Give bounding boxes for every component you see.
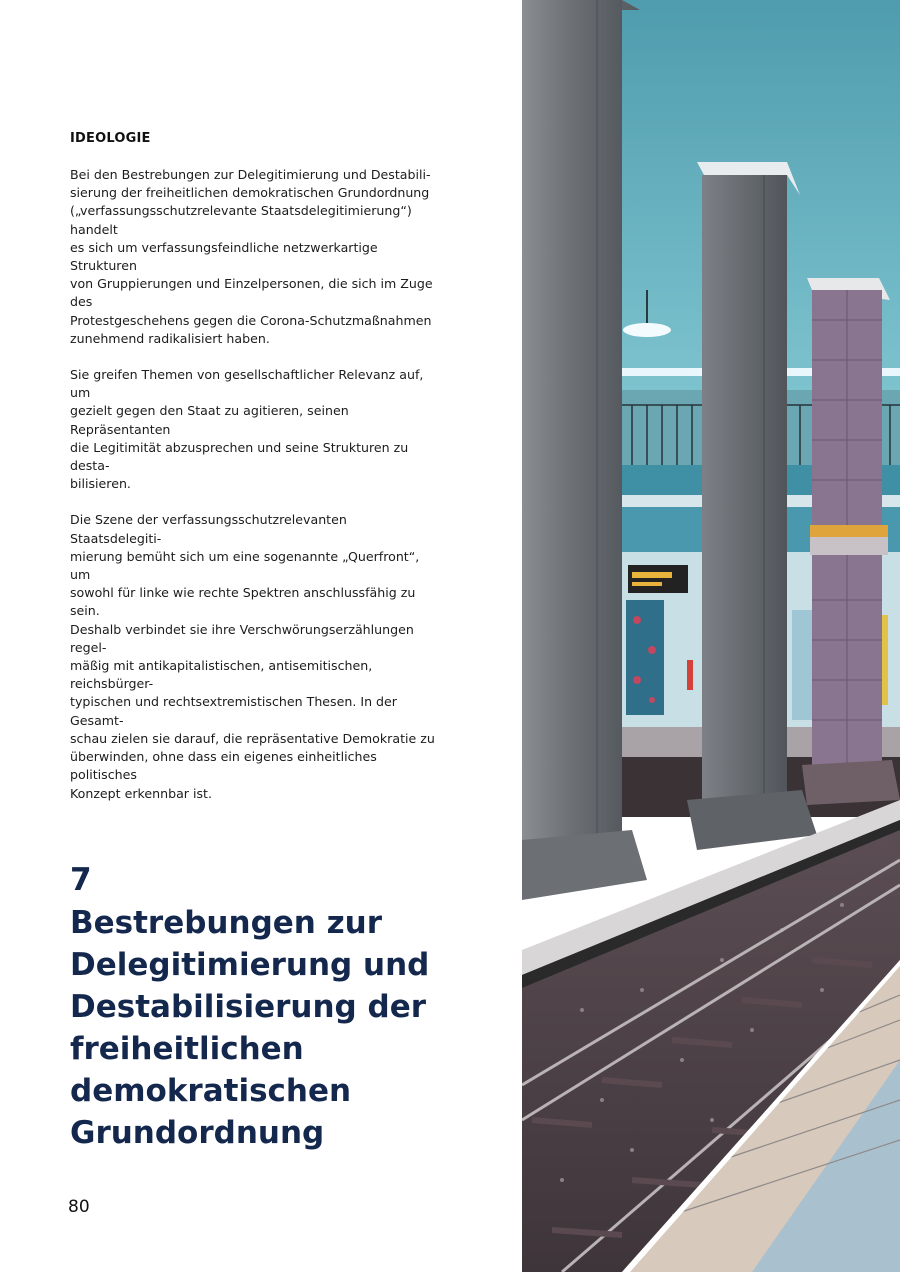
- page-number: 80: [68, 1197, 90, 1217]
- paragraph-1: Bei den Bestrebungen zur Delegitimierung und Destabili- sierung der freiheitlichen demokratischen Grundordnung („verfassungsschutzrelevante Staatsdelegitimierung“) handelt es sich um verfassungsfeindliche netzwerkartige Strukturen von Gruppierungen und Einzelpersonen, die sich im Zuge des Protestgeschehens gegen die Corona-Schutzmaßnahmen zunehmend radikalisiert haben.: [70, 167, 433, 346]
- section-label: IDEOLOGIE: [70, 131, 151, 146]
- subway-station-photo: [522, 0, 900, 1272]
- chapter-number: 7: [70, 862, 92, 898]
- chapter-title: Bestrebungen zur Delegitimierung und Destabilisierung der freiheitlichen demokratischen Grundordnung: [70, 905, 430, 1151]
- paragraph-3: Die Szene der verfassungsschutzrelevanten Staatsdelegiti- mierung bemüht sich um eine sogenannte „Querfront“, um sowohl für linke wie rechte Spektren anschlussfähig zu sein. Deshalb verbindet sie ihre Verschwörungserzählungen regel- mäßig mit antikapitalistischen, antisemitischen, reichsbürger- typischen und rechtsextremistischen Thesen. In der Gesamt- schau zielen sie darauf, die repräsentative Demokratie zu überwinden, ohne dass ein eigenes einheitliches politisches Konzept erkennbar ist.: [70, 512, 435, 801]
- paragraph-2: Sie greifen Themen von gesellschaftlicher Relevanz auf, um gezielt gegen den Staat zu agitieren, seinen Repräsentanten die Legitimität abzusprechen und seine Strukturen zu desta- bilisieren.: [70, 367, 424, 492]
- body-text: [70, 166, 442, 821]
